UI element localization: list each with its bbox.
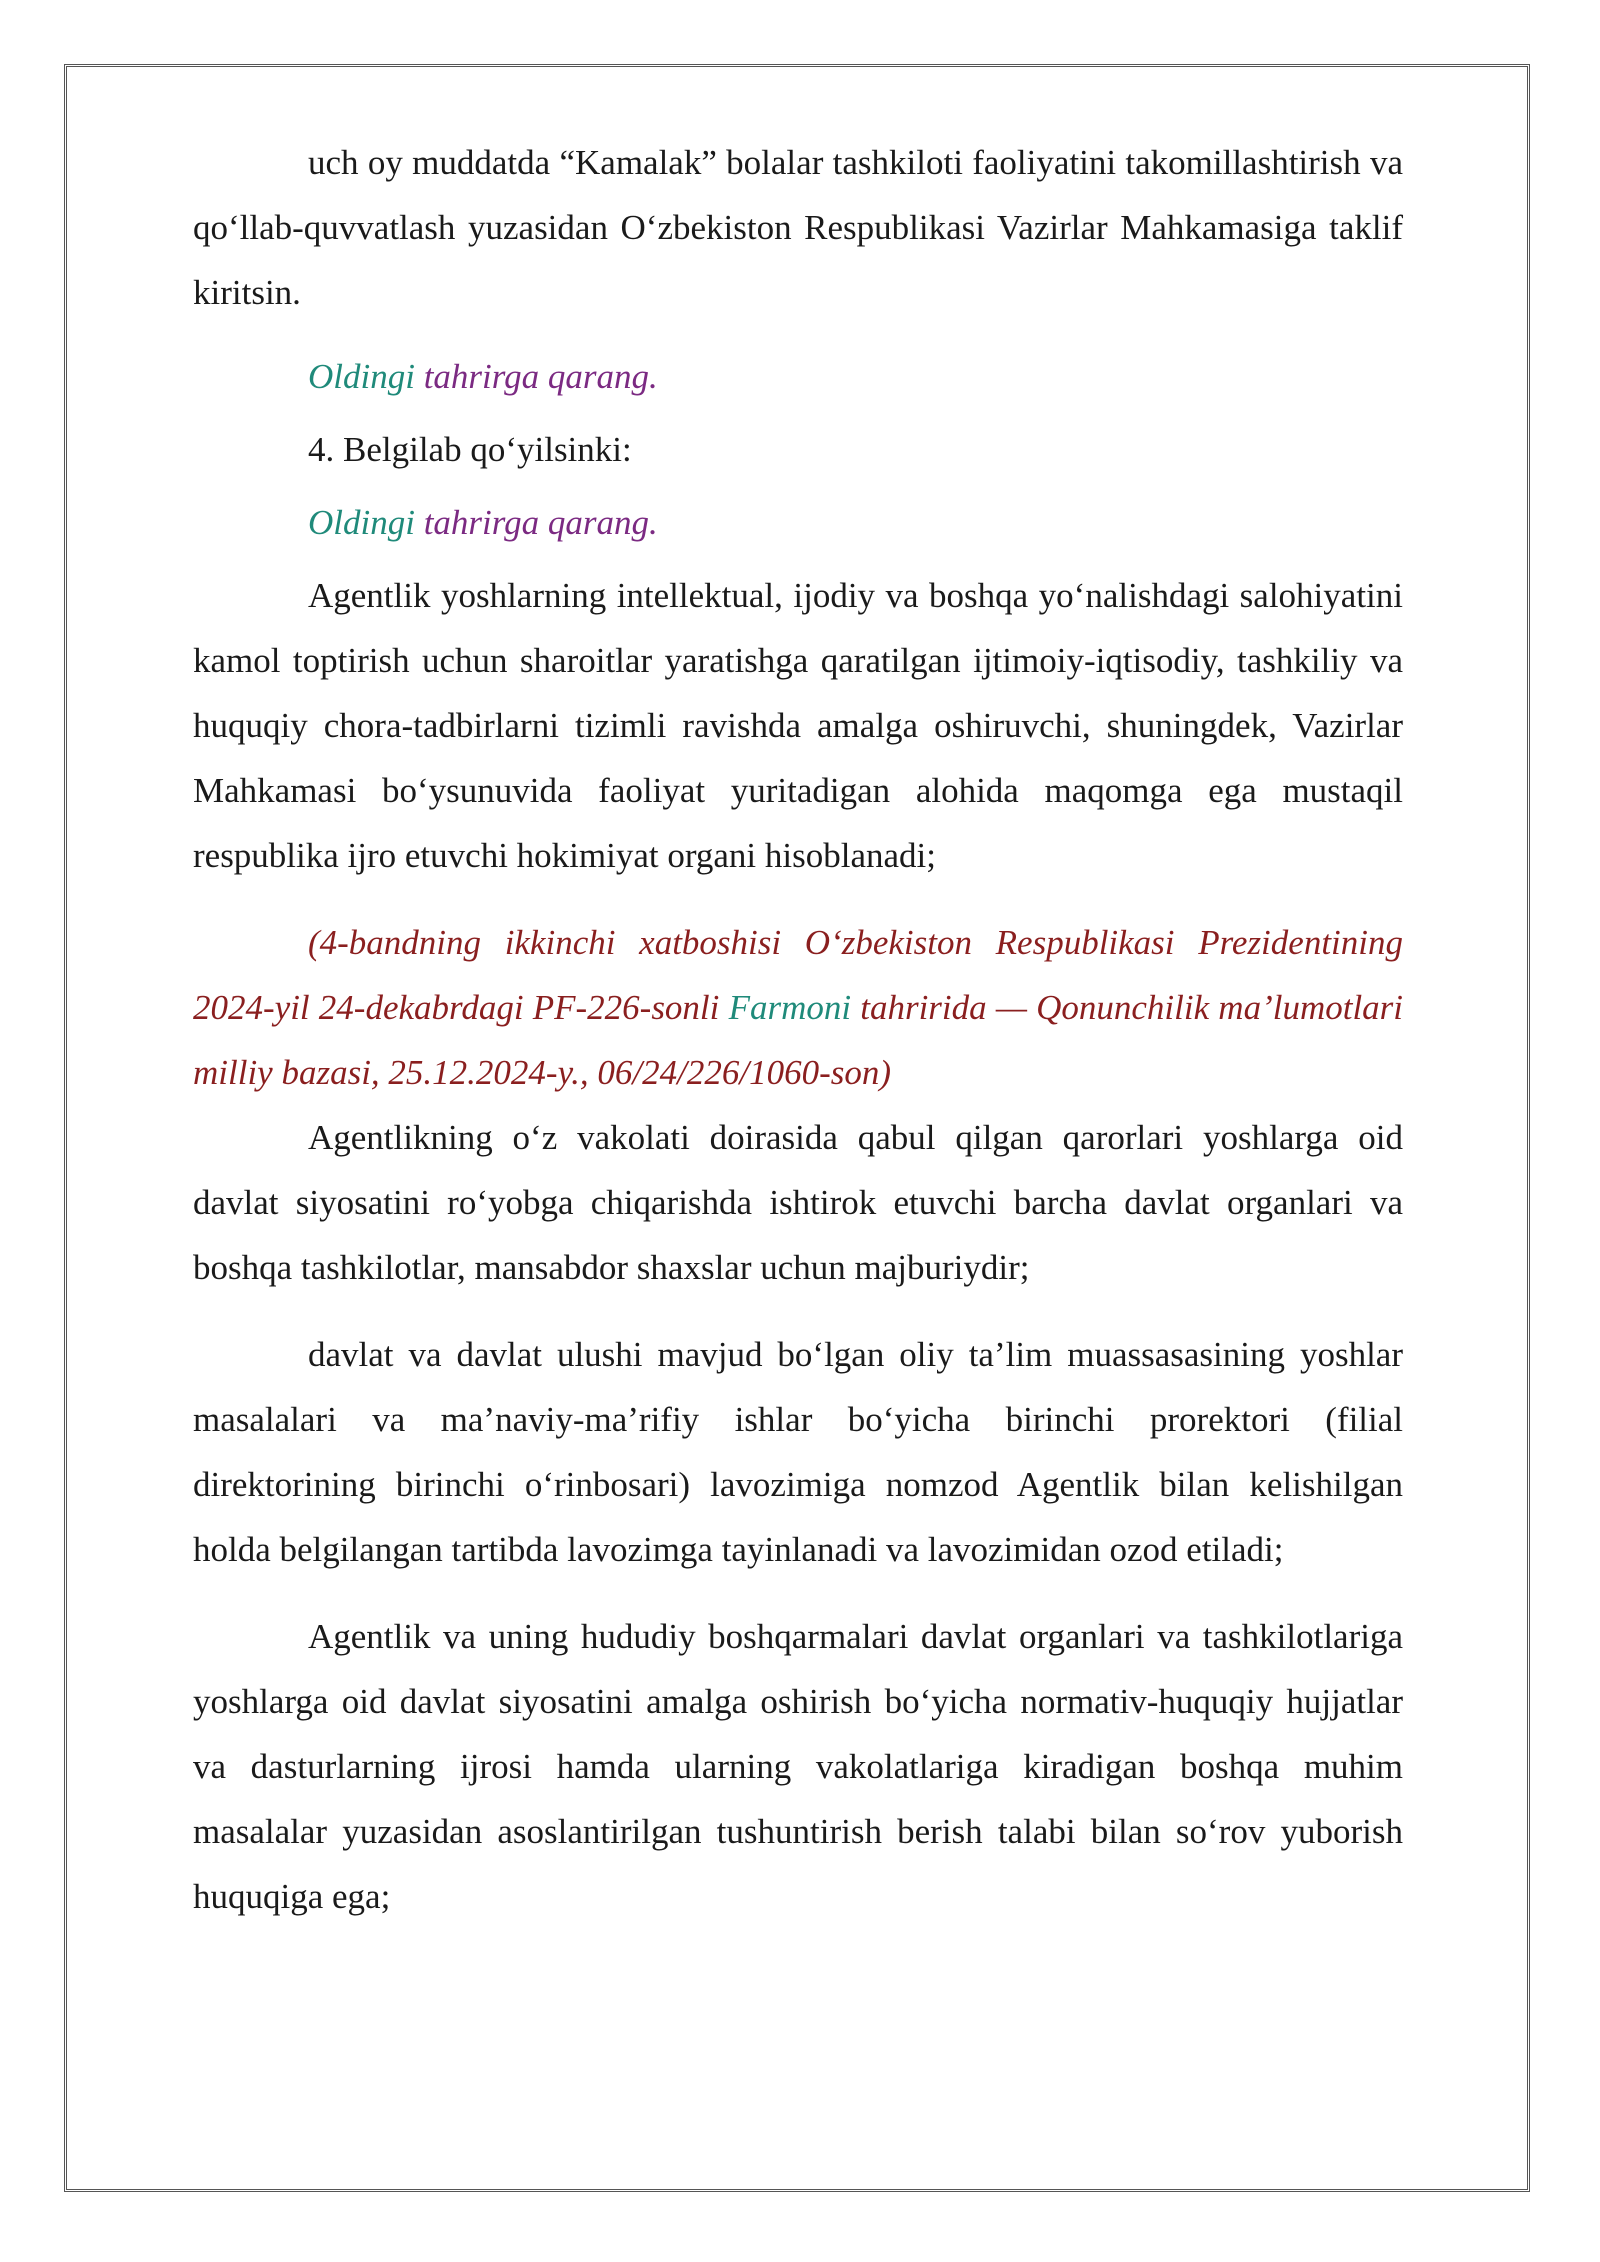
amendment-note-after: tahririda — Qonunchilik ma’lumotlari milliy bazasi, 25.12.2024-y., 06/24/226/1060-son) <box>193 988 1404 1092</box>
see-previous-link-part2[interactable]: tahrirga qarang. <box>423 503 658 542</box>
paragraph-agency-status: Agentlik yoshlarning intellektual, ijodiy va boshqa yo‘nalishdagi salohiyatini kamol toptirish uchun sharoitlar yaratishga qaratilgan ijtimoiy-iqtisodiy, tashkiliy va huquqiy chora-tadbirlarni tizimli ravishda amalga oshiruvchi, shuningdek, Vazirlar Mahkamasi bo‘ysunuvida faoliyat yuritadigan alohida maqomga ega mustaqil respublika ijro etuvchi hokimiyat organi hisoblanadi; <box>193 576 1403 875</box>
document-body <box>193 130 1403 1929</box>
see-previous-edition-link-2[interactable] <box>193 490 1403 555</box>
paragraph-request-rights: Agentlik va uning hududiy boshqarmalari davlat organlari va tashkilotlariga yoshlarga oid davlat siyosatini amalga oshirish bo‘yicha normativ-huquqiy hujjatlar va dasturlarning ijrosi hamda ularning vakolatlariga kiradigan boshqa muhim masalalar yuzasidan asoslantirilgan tushuntirish berish talabi bilan so‘rov yuborish huquqiga ega; <box>193 1617 1403 1916</box>
paragraph-agency-decisions: Agentlikning o‘z vakolati doirasida qabul qilgan qarorlari yoshlarga oid davlat siyosatini ro‘yobga chiqarishda ishtirok etuvchi barcha davlat organlari va boshqa tashkilotlar, mansabdor shaxslar uchun majburiydir; <box>193 1118 1403 1287</box>
decree-link[interactable]: Farmoni <box>728 988 852 1027</box>
amendment-note-before: (4-bandning ikkinchi xatboshisi O‘zbekiston Respublikasi Prezidentining 2024-yil 24-dekabrdagi PF-226-sonli <box>193 923 1403 1027</box>
item-4-heading: 4. Belgilab qo‘yilsinki: <box>308 430 632 469</box>
see-previous-link-part1[interactable]: Oldingi <box>308 357 415 396</box>
see-previous-edition-link-1[interactable] <box>193 344 1403 409</box>
amendment-note <box>193 910 1403 1105</box>
see-previous-link-part2[interactable]: tahrirga qarang. <box>423 357 658 396</box>
see-previous-link-part1[interactable]: Oldingi <box>308 503 415 542</box>
paragraph-prorector: davlat va davlat ulushi mavjud bo‘lgan oliy ta’lim muassasasining yoshlar masalalari va ma’naviy-ma’rifiy ishlar bo‘yicha birinchi prorektori (filial direktorining birinchi o‘rinbosari) lavozimiga nomzod Agentlik bilan kelishilgan holda belgilangan tartibda lavozimga tayinlanadi va lavozimidan ozod etiladi; <box>193 1335 1403 1569</box>
paragraph-kamalak: uch oy muddatda “Kamalak” bolalar tashkiloti faoliyatini takomillashtirish va qo‘llab-quvvatlash yuzasidan O‘zbekiston Respublikasi Vazirlar Mahkamasiga taklif kiritsin. <box>193 143 1403 312</box>
